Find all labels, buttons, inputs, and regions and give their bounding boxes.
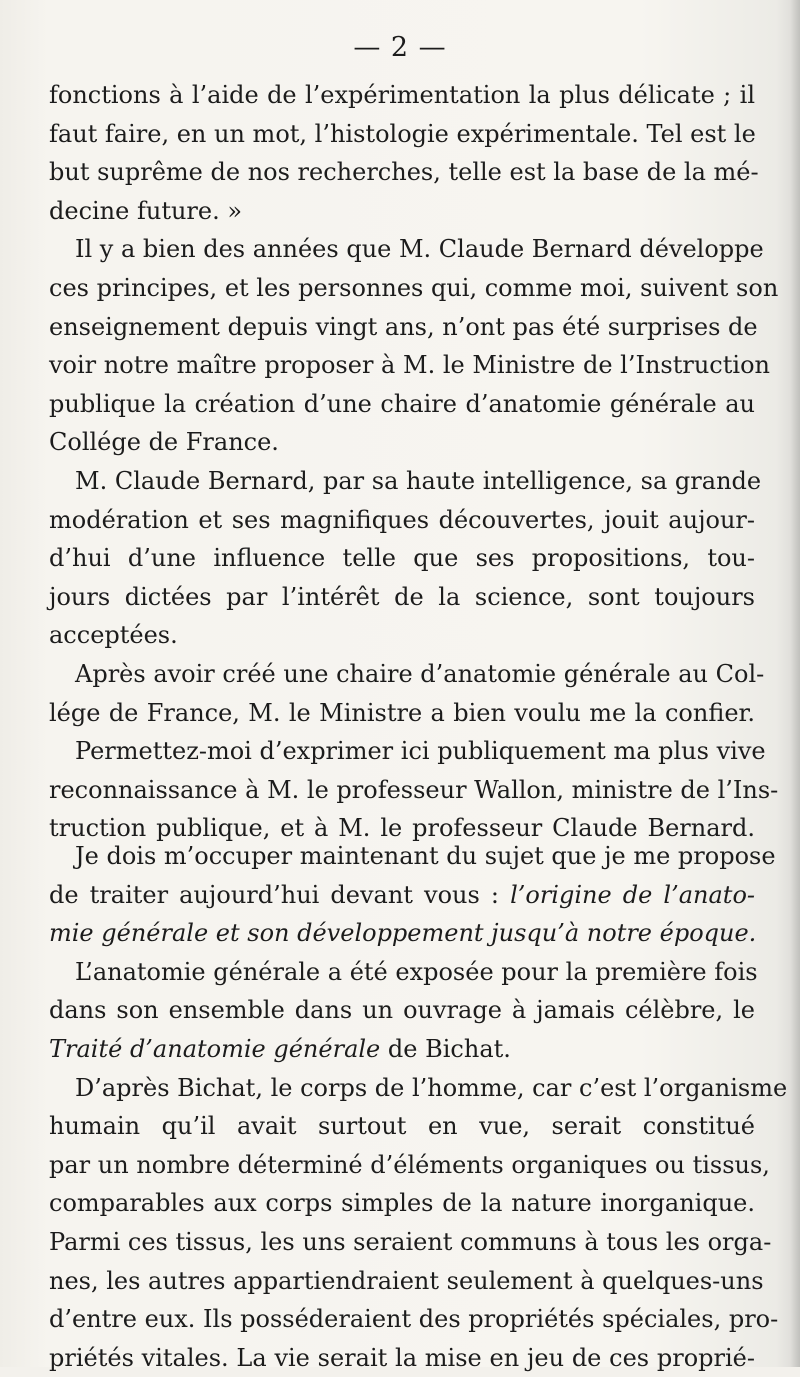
page-edge-shadow [790,0,800,1367]
text-line: Permettez-moi d’exprimer ici publiquement ma plus vive [75,737,766,766]
page-number: — 2 — [353,32,447,63]
text-line: truction publique, et à M. le professeur Claude Bernard. [49,814,755,843]
text-block-upper [49,76,779,848]
text-run: de traiter aujourd’hui devant vous : [49,880,499,909]
text-line: acceptées. [49,621,178,650]
text-line: reconnaissance à M. le professeur Wallon, ministre de l’Ins- [49,775,779,804]
text-line: L’anatomie générale a été exposée pour la première fois [75,957,758,986]
text-block-lower [49,837,788,1377]
text-line: priétés vitales. La vie serait la mise en jeu de ces proprié- [49,1343,755,1372]
text-line: par un nombre déterminé d’éléments organiques ou tissus, [49,1150,770,1179]
text-line: but suprême de nos recherches, telle est la base de la mé- [49,158,759,187]
text-line: voir notre maître proposer à M. le Ministre de l’Instruction [49,351,770,380]
text-line: enseignement depuis vingt ans, n’ont pas été surprises de [49,312,758,341]
text-line: Collége de France. [49,428,279,457]
text-line: comparables aux corps simples de la nature inorganique. [49,1189,755,1218]
text-line: ces principes, et les personnes qui, comme moi, suivent son [49,273,779,302]
text-line: d’hui d’une influence telle que ses propositions, tou- [49,544,755,573]
text-line: D’après Bichat, le corps de l’homme, car c’est l’organisme [75,1073,788,1102]
text-line: modération et ses magnifiques découvertes, jouit aujour- [49,505,755,534]
text-line: Il y a bien des années que M. Claude Bernard développe [75,235,764,264]
text-run: de Bichat. [387,1034,511,1063]
text-line: humain qu’il avait surtout en vue, serait constitué [49,1112,755,1141]
text-line: lége de France, M. le Ministre a bien voulu me la confier. [49,698,755,727]
italic-text: mie générale et son développement jusqu’à notre époque. [49,919,757,948]
text-line: M. Claude Bernard, par sa haute intelligence, sa grande [75,466,762,495]
text-line: publique la création d’une chaire d’anatomie générale au [49,389,755,418]
text-line: dans son ensemble dans un ouvrage à jamais célèbre, le [49,996,755,1025]
text-line [49,876,755,915]
italic-text: l’origine de l’anato- [510,880,755,909]
text-line [49,1030,755,1069]
text-line [49,914,755,953]
text-line: Après avoir créé une chaire d’anatomie générale au Col- [75,659,765,688]
text-line: decine future. » [49,196,243,225]
text-line: Parmi ces tissus, les uns seraient communs à tous les orga- [49,1227,772,1256]
text-line: faut faire, en un mot, l’histologie expérimentale. Tel est le [49,119,756,148]
text-line: d’entre eux. Ils posséderaient des propriétés spéciales, pro- [49,1305,779,1334]
text-line: nes, les autres appartiendraient seulement à quelques-uns [49,1266,764,1295]
italic-text: Traité d’anatomie générale [49,1034,381,1063]
text-line: jours dictées par l’intérêt de la science, sont toujours [49,582,755,611]
text-line: fonctions à l’aide de l’expérimentation la plus délicate ; il [49,81,755,109]
text-line: Je dois m’occuper maintenant du sujet que je me propose [75,842,776,870]
